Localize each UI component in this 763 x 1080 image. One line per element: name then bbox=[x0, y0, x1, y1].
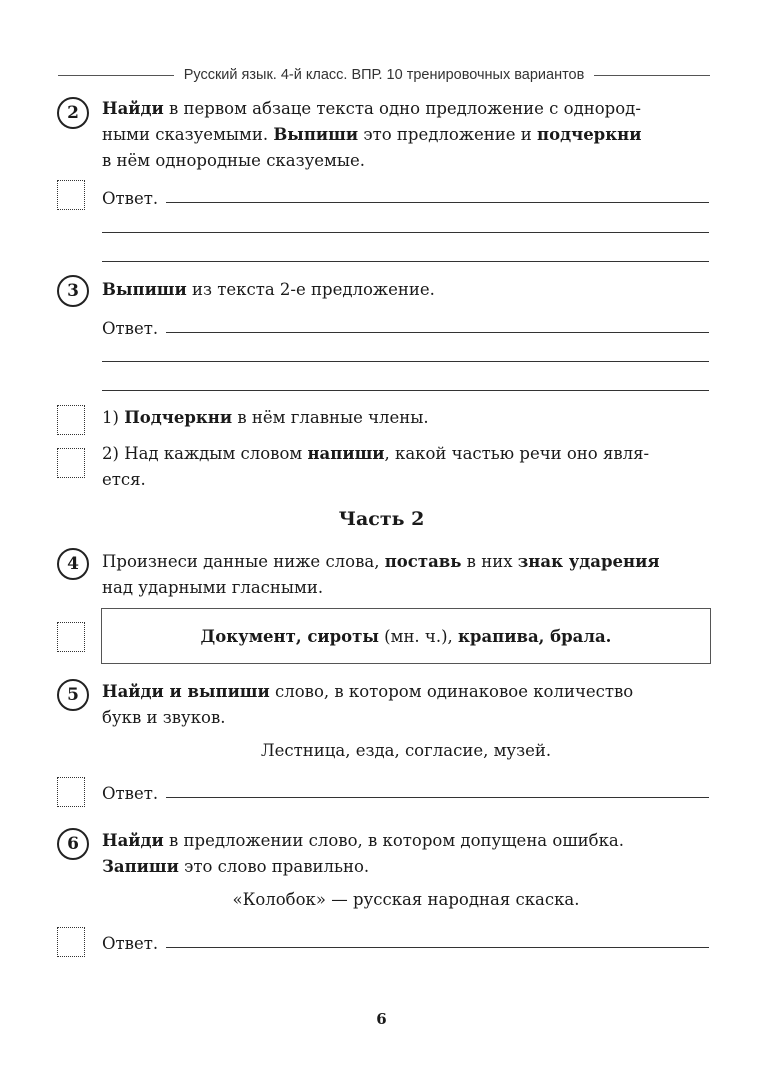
task-2-bold-1: Найди bbox=[102, 99, 164, 118]
task-2-text bbox=[102, 96, 710, 174]
answer-label: Ответ. bbox=[102, 784, 159, 803]
score-box-task-5[interactable] bbox=[57, 777, 85, 807]
task-2-bold-3: подчеркни bbox=[537, 125, 642, 144]
sub-item-number: 2) bbox=[102, 444, 119, 463]
answer-row-task-6[interactable] bbox=[102, 927, 709, 953]
task-3-sub-2-text-2: , какой частью речи оно явля- bbox=[384, 444, 650, 463]
answer-line-extra[interactable] bbox=[102, 232, 709, 233]
task-3-sub-1 bbox=[102, 405, 710, 431]
task-number-4: 4 bbox=[57, 548, 89, 580]
task-5-bold-1: Найди и выпиши bbox=[102, 682, 270, 701]
task-6-text-1: в предложении слово, в котором допущена ошибка. bbox=[163, 831, 624, 850]
task-2-text-2: ными сказуемыми. bbox=[102, 125, 274, 144]
sub-item-number: 1) bbox=[102, 408, 119, 427]
words-box bbox=[101, 608, 711, 664]
task-3-sub-2-text-3: ется. bbox=[102, 470, 146, 489]
word-list-bold-1: Документ, сироты bbox=[200, 626, 379, 646]
score-box-task-2[interactable] bbox=[57, 180, 85, 210]
answer-line[interactable] bbox=[166, 797, 709, 798]
task-3-sub-2 bbox=[102, 441, 710, 493]
score-box-task-3-1[interactable] bbox=[57, 405, 85, 435]
task-4-text-3: над ударными гласными. bbox=[102, 578, 324, 597]
task-2-bold-2: Выпиши bbox=[273, 125, 359, 144]
task-6-bold-2: Запиши bbox=[102, 857, 179, 876]
word-list-bold-2: крапива, брала. bbox=[458, 626, 612, 646]
answer-line-extra[interactable] bbox=[102, 361, 709, 362]
task-5-text-2: букв и звуков. bbox=[102, 708, 226, 727]
task-5-text-1: слово, в котором одинаковое количество bbox=[269, 682, 634, 701]
task-number-6: 6 bbox=[57, 828, 89, 860]
task-number-5: 5 bbox=[57, 679, 89, 711]
answer-row-task-3[interactable] bbox=[102, 312, 709, 338]
task-5-words: Лестница, езда, согласие, музей. bbox=[260, 741, 552, 760]
answer-line-extra[interactable] bbox=[102, 390, 709, 391]
task-4-text-1: Произнеси данные ниже слова, bbox=[102, 552, 385, 571]
task-5-text bbox=[102, 679, 710, 731]
answer-row-task-2[interactable] bbox=[102, 182, 709, 208]
score-box-task-3-2[interactable] bbox=[57, 448, 85, 478]
header-rule-left bbox=[58, 75, 174, 76]
task-3-bold-1: Выпиши bbox=[102, 280, 187, 299]
score-box-task-6[interactable] bbox=[57, 927, 85, 957]
task-4-bold-2: знак ударения bbox=[517, 552, 660, 571]
page-number: 6 bbox=[376, 1010, 387, 1028]
task-6-text-2: это слово правильно. bbox=[178, 857, 370, 876]
answer-label: Ответ. bbox=[102, 189, 159, 208]
task-4-text-2: в них bbox=[461, 552, 518, 571]
answer-label: Ответ. bbox=[102, 319, 159, 338]
answer-line[interactable] bbox=[166, 202, 709, 203]
task-3-text-1: из текста 2-е предложение. bbox=[186, 280, 435, 299]
task-3-sub-1-bold: Подчеркни bbox=[124, 408, 233, 427]
part-2-heading: Часть 2 bbox=[338, 508, 425, 530]
task-6-sentence: «Колобок» — русская народная скаска. bbox=[232, 890, 580, 909]
answer-row-task-5[interactable] bbox=[102, 777, 709, 803]
task-3-sub-2-bold: напиши bbox=[307, 444, 385, 463]
task-4-bold-1: поставь bbox=[384, 552, 462, 571]
task-3-text bbox=[102, 277, 710, 303]
task-2-text-4: в нём однородные сказуемые. bbox=[102, 151, 366, 170]
running-header bbox=[58, 64, 710, 86]
task-2-text-1: в первом абзаце текста одно предложение с однород- bbox=[163, 99, 641, 118]
answer-line[interactable] bbox=[166, 332, 709, 333]
score-box-task-4[interactable] bbox=[57, 622, 85, 652]
task-number-3: 3 bbox=[57, 275, 89, 307]
header-title: Русский язык. 4-й класс. ВПР. 10 тренировочных вариантов bbox=[183, 67, 585, 83]
task-2-text-3: это предложение и bbox=[358, 125, 538, 144]
task-3-sub-2-text-1: Над каждым словом bbox=[124, 444, 308, 463]
task-number-2: 2 bbox=[57, 97, 89, 129]
word-list-note: (мн. ч.), bbox=[378, 626, 459, 646]
answer-line-extra[interactable] bbox=[102, 261, 709, 262]
task-3-sub-1-text: в нём главные члены. bbox=[232, 408, 429, 427]
header-rule-right bbox=[594, 75, 710, 76]
task-6-bold-1: Найди bbox=[102, 831, 164, 850]
answer-label: Ответ. bbox=[102, 934, 159, 953]
task-4-text bbox=[102, 549, 710, 601]
answer-line[interactable] bbox=[166, 947, 709, 948]
task-6-text bbox=[102, 828, 710, 880]
